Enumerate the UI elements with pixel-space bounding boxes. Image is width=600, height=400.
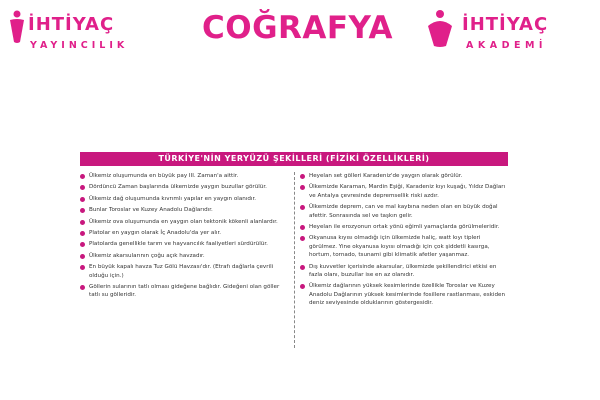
list-item: [80, 218, 290, 226]
list-item: [80, 183, 290, 191]
bullet-icon: [80, 242, 85, 247]
list-item: [300, 223, 510, 231]
bullet-icon: [300, 265, 305, 270]
item-text: Ülkemizde deprem, can ve mal kaybına neden olan en büyük doğal afettir. Sonrasında sel ve taşkın gelir.: [309, 204, 498, 219]
bullet-icon: [80, 254, 85, 259]
list-item: [80, 240, 290, 248]
list-item: [300, 263, 510, 280]
item-text: Bunlar Toroslar ve Kuzey Anadolu Dağlarıdır.: [89, 207, 213, 214]
list-item: [300, 282, 510, 307]
item-text: Dördüncü Zaman başlarında ülkemizde yaygın buzullar görülür.: [89, 184, 267, 191]
bullet-icon: [300, 185, 305, 190]
publisher-logo-left: [6, 8, 146, 58]
academy-mark-icon: [422, 8, 458, 50]
item-text: Okyanusa kıyısı olmadığı için ülkemizde haliç, watt kıyı tipleri görülmez. Yine okyanusa kıyısı olmadığı için çok şiddetli kasırga, hortum, tornado, tsunami gibi klimatik afetler yaşanmaz.: [309, 235, 490, 259]
list-item: [80, 263, 290, 280]
list-item: [300, 172, 510, 180]
bullet-icon: [300, 236, 305, 241]
publisher-mark-icon: [6, 8, 28, 46]
publisher-subtitle: YAYINCILIK: [30, 40, 129, 51]
item-text: Dış kuvvetler içerisinde akarsular, ülkemizde şekillendirici etkisi en fazla olanı, buzullar ise en az olanıdır.: [309, 263, 497, 279]
bullet-icon: [300, 205, 305, 210]
item-text: Platolar en yaygın olarak İç Anadolu'da yer alır.: [89, 230, 222, 237]
list-item: [300, 183, 510, 200]
academy-name: İHTİYAÇ: [462, 14, 549, 35]
list-item: [80, 172, 290, 180]
list-item: [300, 203, 510, 220]
item-text: Ülkemiz dağlarının yüksek kesimlerinde özellikle Toroslar ve Kuzey Anadolu Dağlarının yüksek kesimlerinde fosillere rastlanması, eskiden deniz seviyesinde olduklarının göstergesidir.: [309, 283, 505, 307]
academy-logo-right: [422, 8, 594, 58]
bullet-icon: [80, 208, 85, 213]
item-text: Heyelan ile erozyonun ortak yönü eğimli yamaçlarda görülmeleridir.: [309, 224, 500, 231]
bullet-icon: [80, 285, 85, 290]
list-item: [80, 283, 290, 300]
bullet-icon: [80, 174, 85, 179]
item-text: Ülkemiz dağ oluşumunda kıvrımlı yapılar en yaygın olanıdır.: [89, 195, 257, 202]
bullet-icon: [80, 185, 85, 190]
item-text: Heyelan set gölleri Karadeniz'de yaygın olarak görülür.: [309, 173, 463, 179]
list-item: [80, 252, 290, 260]
list-item: [80, 195, 290, 203]
left-column: [80, 172, 290, 303]
item-text: Ülkemiz akarsularının çoğu açık havzadır.: [89, 252, 205, 259]
bullet-icon: [80, 265, 85, 270]
academy-subtitle: AKADEMİ: [466, 40, 547, 51]
section-title-bar: TÜRKİYE'NİN YERYÜZÜ ŞEKİLLERİ (FİZİKİ ÖZELLİKLERİ): [80, 152, 508, 166]
list-item: [300, 234, 510, 259]
bullet-icon: [300, 284, 305, 289]
publisher-name: İHTİYAÇ: [28, 14, 115, 35]
page-header: [0, 0, 600, 60]
page-title: COĞRAFYA: [201, 10, 394, 46]
column-divider: [294, 172, 295, 348]
item-text: Ülkemiz oluşumunda en büyük pay III. Zaman'a aittir.: [89, 173, 239, 179]
bullet-icon: [300, 225, 305, 230]
item-text: Ülkemizde Karaman, Mardin Eşiği, Karadeniz kıyı kuşağı, Yıldız Dağları ve Antalya çevresinde depremsellik riski azdır.: [309, 184, 506, 199]
list-item: [80, 206, 290, 214]
bullet-icon: [300, 174, 305, 179]
right-column: [300, 172, 510, 311]
item-text: Ülkemiz ova oluşumunda en yaygın olan tektonik kökenli alanlardır.: [89, 218, 278, 225]
bullet-icon: [80, 231, 85, 236]
bullet-icon: [80, 197, 85, 202]
item-text: Göllerin sularının tatlı olması gideğene bağlıdır. Gideğeni olan göller tatlı su gölleridir.: [89, 284, 280, 299]
list-item: [80, 229, 290, 237]
item-text: En büyük kapalı havza Tuz Gölü Havzası'dır. (Etrafı dağlarla çevrili olduğu için.): [89, 264, 274, 279]
bullet-icon: [80, 220, 85, 225]
item-text: Platolarda genellikle tarım ve hayvancılık faaliyetleri sürdürülür.: [89, 241, 268, 248]
